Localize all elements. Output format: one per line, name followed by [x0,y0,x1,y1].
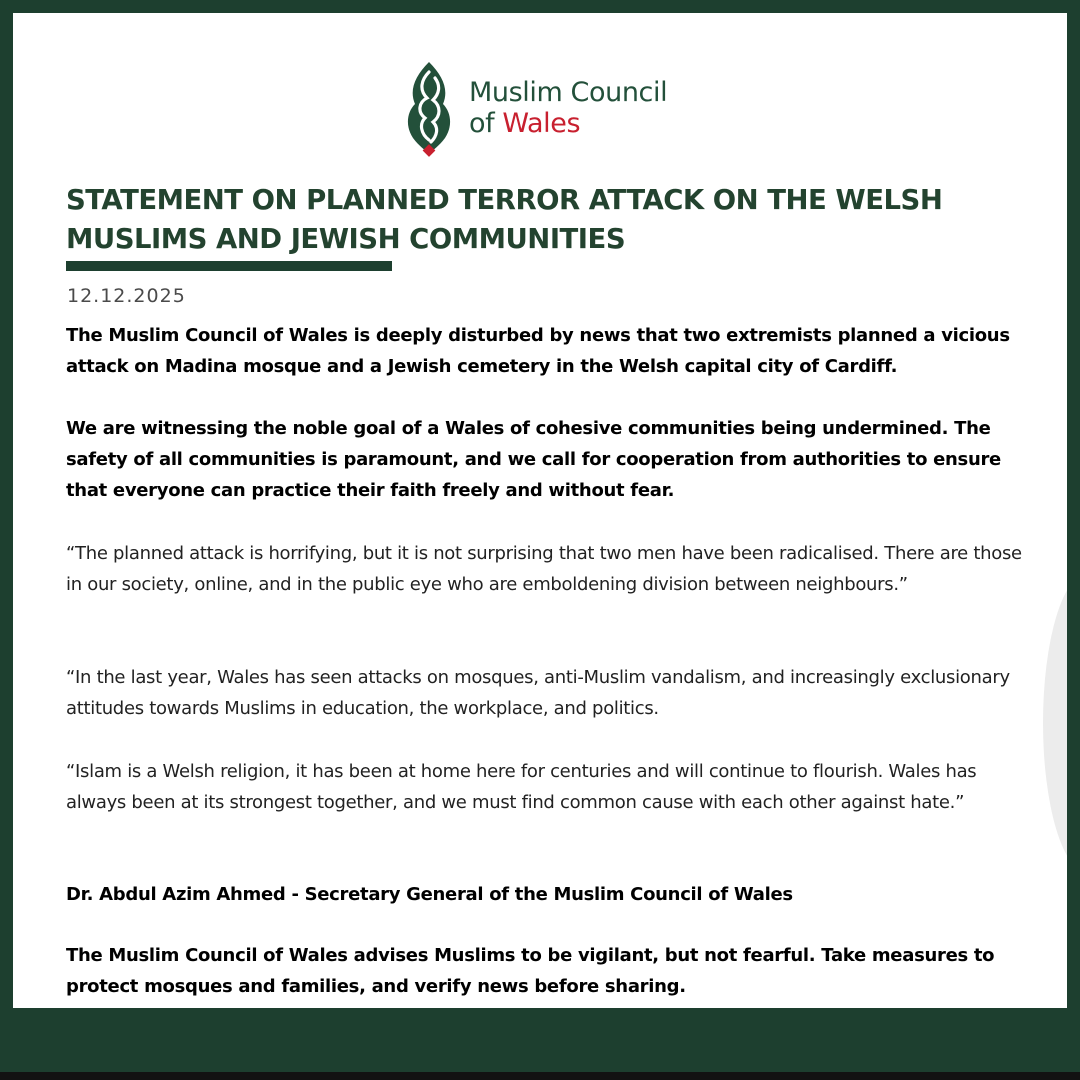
logo-line-2-prefix: of [469,108,503,139]
organisation-logo [399,58,667,158]
title-underline [66,261,392,271]
statement-card [13,13,1067,1008]
quote-paragraph-1: “The planned attack is horrifying, but it is not surprising that two men have been radicalised. There are those in our society, online, and in the public eye who are emboldening division between neighbours.” [66,543,1022,595]
logo-line-2 [469,108,667,139]
paragraph-advice: The Muslim Council of Wales advises Muslims to be vigilant, but not fearful. Take measures to protect mosques and families, and verify news before sharing. [66,945,995,997]
quote-attribution: Dr. Abdul Azim Ahmed - Secretary General of the Muslim Council of Wales [66,884,793,905]
statement-date: 12.12.2025 [67,285,186,307]
quote-paragraph-3: “Islam is a Welsh religion, it has been at home here for centuries and will continue to flourish. Wales has always been at its strongest together, and we must find common cause with each other against hate.” [66,761,977,813]
logo-wordmark [469,77,667,139]
statement-title: STATEMENT ON PLANNED TERROR ATTACK ON THE WELSH MUSLIMS AND JEWISH COMMUNITIES [66,184,943,255]
quote-paragraph-2: “In the last year, Wales has seen attacks on mosques, anti-Muslim vandalism, and increasingly exclusionary attitudes towards Muslims in education, the workplace, and politics. [66,667,1010,719]
paragraph-cohesion: We are witnessing the noble goal of a Wales of cohesive communities being undermined. The safety of all communities is paramount, and we call for cooperation from authorities to ensure that everyone can practice their faith freely and without fear. [66,418,1001,501]
logo-line-2-highlight: Wales [502,108,581,139]
flame-calligraphy-icon [399,58,459,158]
decorative-curve [1043,573,1067,873]
logo-line-1: Muslim Council [469,77,668,108]
bottom-strip [0,1072,1080,1080]
paragraph-intro: The Muslim Council of Wales is deeply disturbed by news that two extremists planned a vicious attack on Madina mosque and a Jewish cemetery in the Welsh capital city of Cardiff. [66,325,1010,377]
